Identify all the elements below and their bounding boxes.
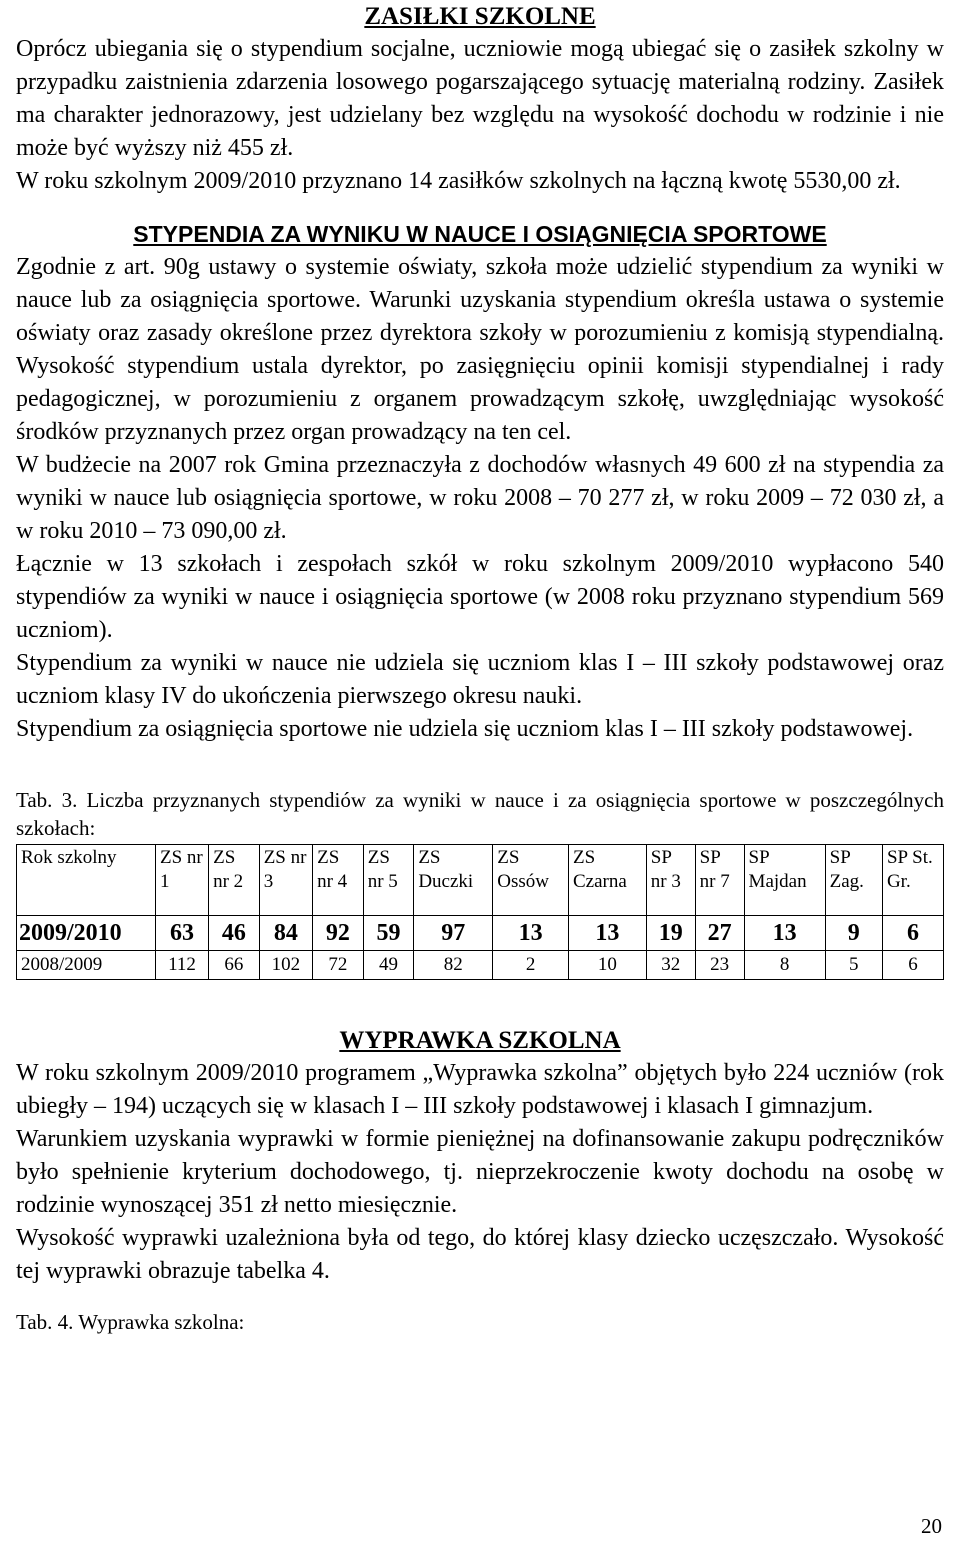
header-cell: Rok szkolny	[17, 845, 156, 916]
table-cell: 112	[156, 951, 209, 980]
header-cell: ZS nr 1	[156, 845, 209, 916]
paragraph: Wysokość wyprawki uzależniona była od tego, do której klasy dziecko uczęszczało. Wysokość tej wyprawki obrazuje tabelka 4.	[16, 1225, 944, 1284]
paragraph: W roku szkolnym 2009/2010 programem „Wyprawka szkolna” objętych było 224 uczniów (rok ubiegły – 194) uczących się w klasach I – III szkoły podstawowej i klasach I gimnazjum.	[16, 1060, 944, 1119]
table-cell: 63	[156, 916, 209, 951]
header-cell: ZS Ossów	[493, 845, 569, 916]
table-cell: 13	[568, 916, 646, 951]
section-title-zasilki: ZASIŁKI SZKOLNE	[364, 3, 596, 30]
paragraph: Łącznie w 13 szkołach i zespołach szkół w roku szkolnym 2009/2010 wypłacono 540 stypendiów za wyniki w nauce i osiągnięcia sportowe (w 2008 roku przyznano stypendium 569 uczniom).	[16, 551, 944, 643]
paragraph: Warunkiem uzyskania wyprawki w formie pieniężnej na dofinansowanie zakupu podręczników było spełnienie kryterium dochodowego, tj. nieprzekroczenie kwoty dochodu na osobę w rodzinie wynoszącej 351 zł netto miesięcznie.	[16, 1126, 944, 1218]
table-cell: 13	[744, 916, 825, 951]
table-cell: 8	[744, 951, 825, 980]
table-cell: 66	[209, 951, 260, 980]
section-title-wyprawka: WYPRAWKA SZKOLNA	[339, 1027, 621, 1054]
page-number: 20	[921, 1514, 942, 1538]
paragraph: W budżecie na 2007 rok Gmina przeznaczyła z dochodów własnych 49 600 zł na stypendia za wyniki w nauce lub osiągnięcia sportowe, w roku 2008 – 70 277 zł, w roku 2009 – 72 030 zł, a w roku 2010 – 73 090,00 zł.	[16, 452, 944, 544]
section-title-stypendia: STYPENDIA ZA WYNIKU W NAUCE I OSIĄGNIĘCIA SPORTOWE	[133, 221, 827, 247]
header-cell: SP Zag.	[825, 845, 882, 916]
table-cell: 23	[695, 951, 744, 980]
table-row	[17, 951, 944, 980]
table-caption: Tab. 4. Wyprawka szkolna:	[16, 1310, 245, 1334]
table-cell: 9	[825, 916, 882, 951]
table-cell: 92	[313, 916, 364, 951]
table-cell: 97	[414, 916, 493, 951]
table-cell: 6	[882, 951, 943, 980]
table-cell: 2009/2010	[17, 916, 156, 951]
header-cell: SP Majdan	[744, 845, 825, 916]
document-page	[16, 0, 944, 1336]
header-cell: SP St. Gr.	[882, 845, 943, 916]
table-cell: 10	[568, 951, 646, 980]
header-cell: ZS nr 4	[313, 845, 364, 916]
table-cell: 5	[825, 951, 882, 980]
paragraph: Zgodnie z art. 90g ustawy o systemie oświaty, szkoła może udzielić stypendium za wyniki w nauce lub za osiągnięcia sportowe. Warunki uzyskania stypendium określa ustawa o systemie oświaty oraz zasady określone przez dyrektora szkoły w porozumieniu z komisją stypendialną. Wysokość stypendium ustala dyrektor, po zasięgnięciu opinii komisji stypendialnej i rady pedagogicznej, w porozumieniu z organem prowadzącym szkołę, uwzględniając wysokość środków przyznanych przez organ prowadzący na ten cel.	[16, 254, 944, 445]
paragraph: W roku szkolnym 2009/2010 przyznano 14 zasiłków szkolnych na łączną kwotę 5530,00 zł.	[16, 168, 901, 194]
table-cell: 2008/2009	[17, 951, 156, 980]
table-cell: 84	[259, 916, 312, 951]
table-cell: 6	[882, 916, 943, 951]
table-cell: 82	[414, 951, 493, 980]
table-cell: 59	[363, 916, 414, 951]
table-header-row	[17, 845, 944, 916]
header-cell: ZS nr 3	[259, 845, 312, 916]
table-cell: 2	[493, 951, 569, 980]
header-cell: ZS Czarna	[568, 845, 646, 916]
paragraph: Stypendium za osiągnięcia sportowe nie udziela się uczniom klas I – III szkoły podstawowej.	[16, 716, 914, 742]
table-cell: 46	[209, 916, 260, 951]
header-cell: SP nr 7	[695, 845, 744, 916]
paragraph: Stypendium za wyniki w nauce nie udziela się uczniom klas I – III szkoły podstawowej oraz uczniom klasy IV do ukończenia pierwszego okresu nauki.	[16, 650, 944, 709]
paragraph: Oprócz ubiegania się o stypendium socjalne, uczniowie mogą ubiegać się o zasiłek szkolny w przypadku zaistnienia zdarzenia losowego pogarszającego sytuację materialną rodziny. Zasiłek ma charakter jednorazowy, jest udzielany bez względu na wysokość dochodu w rodzinie i nie może być wyższy niż 455 zł.	[16, 36, 944, 161]
table-row	[17, 916, 944, 951]
stypendia-table	[16, 844, 944, 980]
table-caption: Tab. 3. Liczba przyznanych stypendiów za wyniki w nauce i za osiągnięcia sportowe w poszczególnych szkołach:	[16, 788, 944, 840]
header-cell: ZS nr 5	[363, 845, 414, 916]
table-cell: 72	[313, 951, 364, 980]
table-cell: 102	[259, 951, 312, 980]
table-cell: 13	[493, 916, 569, 951]
table-cell: 49	[363, 951, 414, 980]
header-cell: ZS Duczki	[414, 845, 493, 916]
header-cell: ZS nr 2	[209, 845, 260, 916]
table-cell: 19	[646, 916, 695, 951]
header-cell: SP nr 3	[646, 845, 695, 916]
table-cell: 27	[695, 916, 744, 951]
table-cell: 32	[646, 951, 695, 980]
